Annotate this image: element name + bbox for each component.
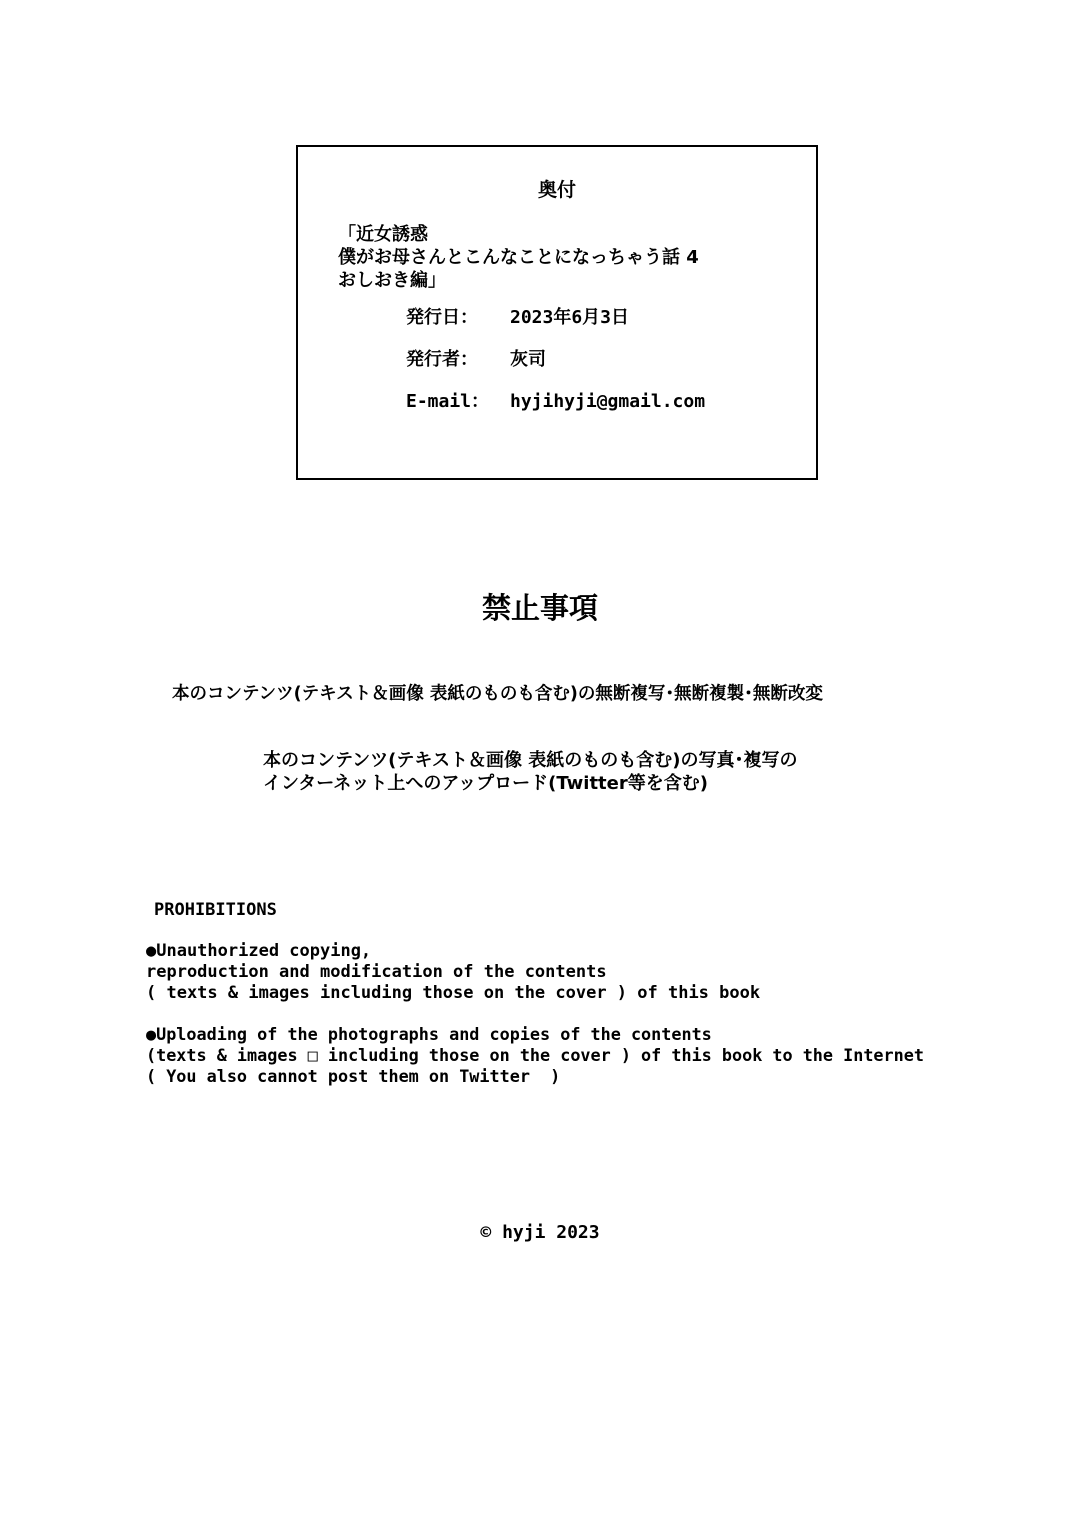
publisher-row bbox=[406, 345, 546, 371]
prohibition-en-item-2 bbox=[146, 1024, 924, 1087]
prohibitions-heading-en: PROHIBITIONS bbox=[154, 900, 277, 920]
prohibitions-heading-jp: 禁止事項 bbox=[481, 591, 598, 625]
email-row bbox=[406, 387, 705, 413]
book-title bbox=[338, 223, 699, 292]
prohibition-en-item-1-line: ( texts & images including those on the cover ) of this book bbox=[146, 983, 761, 1003]
book-title-line: おしおき編」 bbox=[338, 270, 446, 291]
copyright-notice: © hyji 2023 bbox=[480, 1222, 600, 1243]
prohibition-en-item-2-line: ●Uploading of the photographs and copies of the contents bbox=[146, 1024, 712, 1044]
email-value: hyjihyji@gmail.com bbox=[510, 391, 706, 412]
book-title-line: 僕がお母さんとこんなことになっちゃう話 4 bbox=[338, 247, 699, 268]
prohibition-en-item-1 bbox=[146, 941, 760, 1004]
publisher-value: 灰司 bbox=[510, 349, 546, 370]
prohibition-en-item-1-line: ●Unauthorized copying, bbox=[146, 941, 372, 961]
prohibition-en-item-2-line: ( You also cannot post them on Twitter ) bbox=[146, 1066, 561, 1086]
book-title-line: 「近女誘惑 bbox=[338, 224, 428, 245]
publisher-label: 発行者： bbox=[406, 349, 478, 370]
prohibition-en-item-2-line: (texts & images □ including those on the cover ) of this book to the Internet bbox=[146, 1045, 924, 1065]
publish-date-label: 発行日： bbox=[406, 307, 478, 328]
colophon-heading: 奥付 bbox=[537, 179, 576, 201]
prohibition-en-item-1-line: reproduction and modification of the contents bbox=[146, 962, 607, 982]
publish-date-value: 2023年6月3日 bbox=[510, 307, 630, 328]
prohibition-jp-item-2-line: 本のコンテンツ(テキスト＆画像 表紙のものも含む)の写真･複写の bbox=[263, 750, 798, 771]
publish-date-row bbox=[406, 303, 629, 329]
prohibition-jp-item-2-line: インターネット上へのアップロード(Twitter等を含む) bbox=[263, 773, 708, 794]
prohibition-jp-item-1: 本のコンテンツ(テキスト＆画像 表紙のものも含む)の無断複写･無断複製･無断改変 bbox=[172, 684, 823, 704]
colophon-box bbox=[296, 145, 818, 480]
email-label: E-mail： bbox=[406, 391, 490, 412]
